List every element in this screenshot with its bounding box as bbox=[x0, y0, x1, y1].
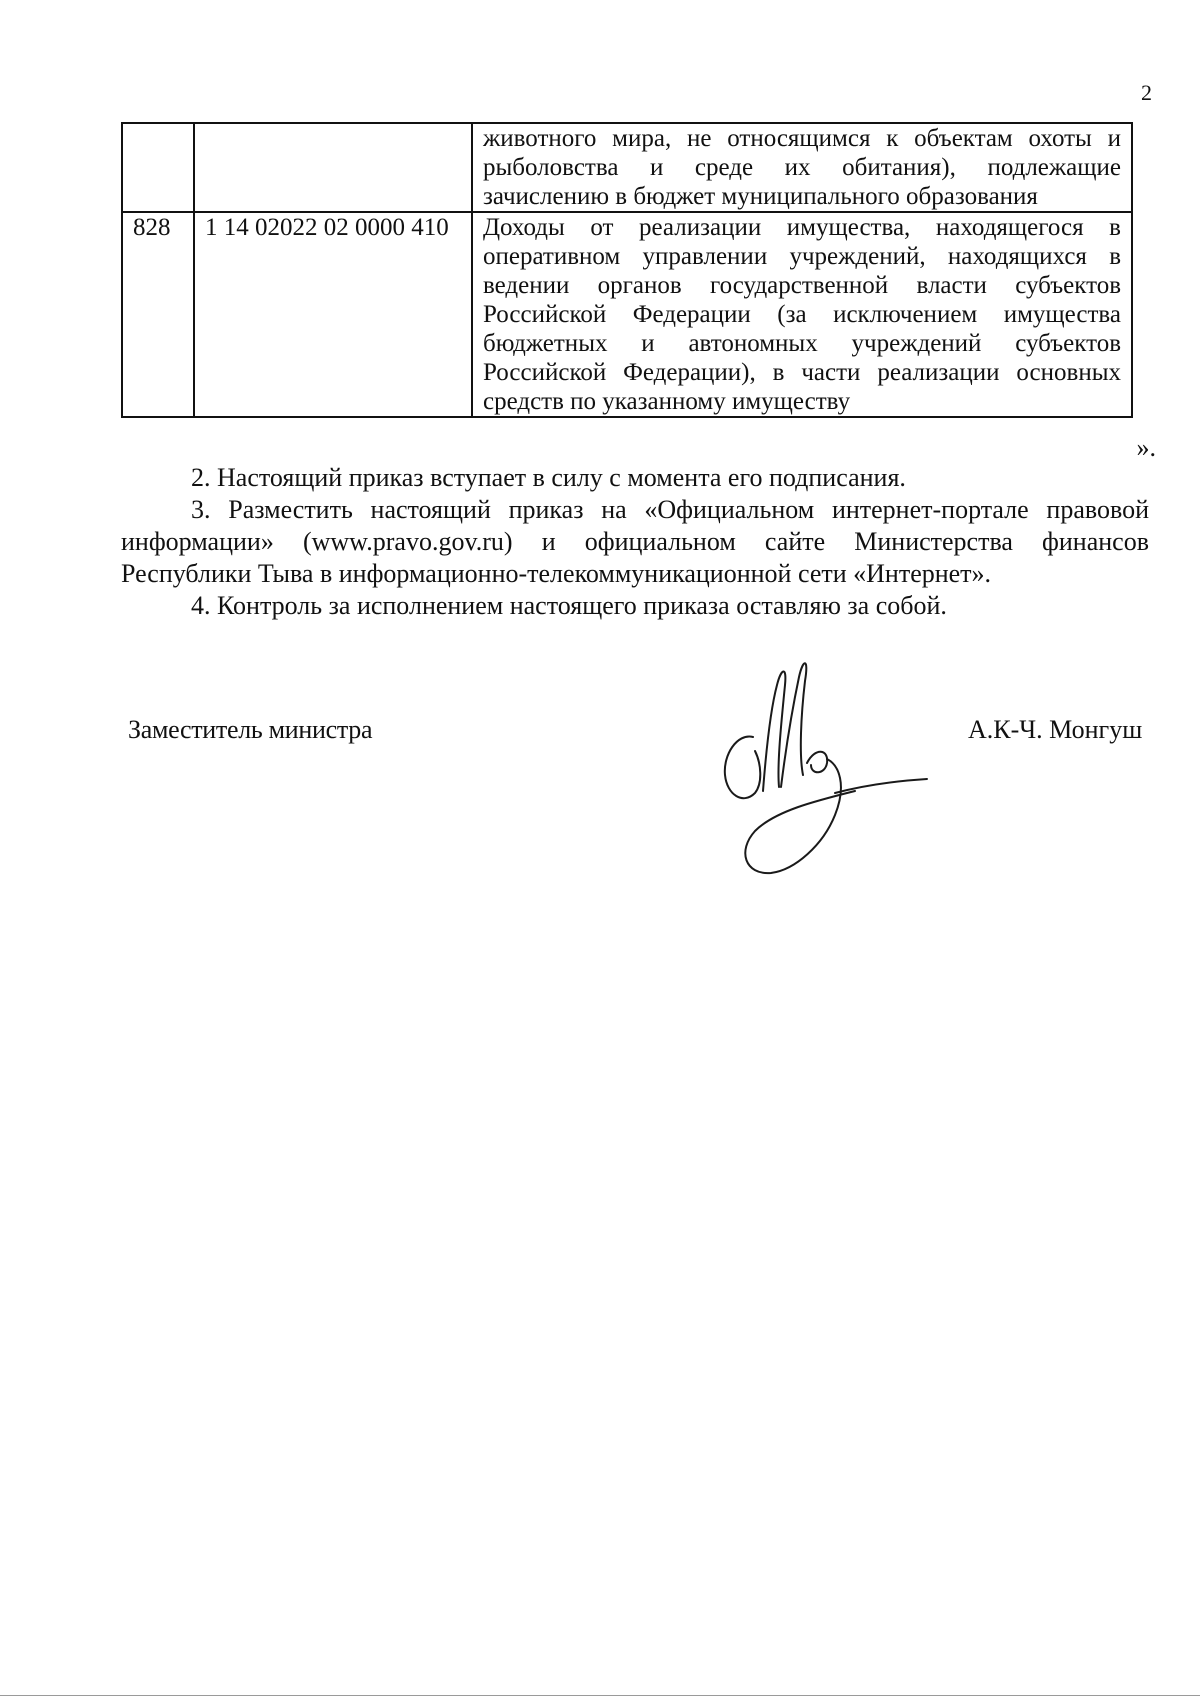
budget-codes-table bbox=[121, 122, 1133, 418]
signatory-name: А.К-Ч. Монгуш bbox=[968, 715, 1143, 744]
table-row bbox=[122, 123, 1132, 212]
page-bottom-rule bbox=[0, 1695, 1200, 1696]
signature-block bbox=[0, 715, 1200, 755]
budget-code-cell: 1 14 02022 02 0000 410 bbox=[194, 212, 472, 417]
paragraph-effective-date: 2. Настоящий приказ вступает в силу с момента его подписания. bbox=[191, 463, 906, 492]
order-paragraphs bbox=[121, 462, 1149, 622]
handwritten-signature bbox=[715, 655, 935, 895]
signatory-position: Заместитель министра bbox=[128, 715, 373, 744]
admin-code-cell bbox=[122, 123, 194, 212]
table-row bbox=[122, 212, 1132, 417]
description-cell: животного мира, не относящимся к объектам охоты и рыболовства и среде их обитания), подлежащие зачислению в бюджет муниципального образования bbox=[472, 123, 1132, 212]
budget-code-cell bbox=[194, 123, 472, 212]
paragraph-publication: 3. Разместить настоящий приказ на «Официальном интернет-портале правовой информации» (www.pravo.gov.ru) и официальном сайте Министерства финансов Республики Тыва в информационно-телекоммуникационной сети «Интернет». bbox=[121, 495, 1149, 588]
description-cell: Доходы от реализации имущества, находящегося в оперативном управлении учреждений, находящихся в ведении органов государственной власти субъектов Российской Федерации (за исключением имущества бюджетных и автономных учреждений субъектов Российской Федерации), в части реализации основных средств по указанному имуществу bbox=[472, 212, 1132, 417]
page-number: 2 bbox=[1141, 80, 1152, 105]
admin-code-cell: 828 bbox=[122, 212, 194, 417]
table-close-quote: ». bbox=[1136, 433, 1156, 462]
paragraph-control: 4. Контроль за исполнением настоящего приказа оставляю за собой. bbox=[191, 591, 947, 620]
